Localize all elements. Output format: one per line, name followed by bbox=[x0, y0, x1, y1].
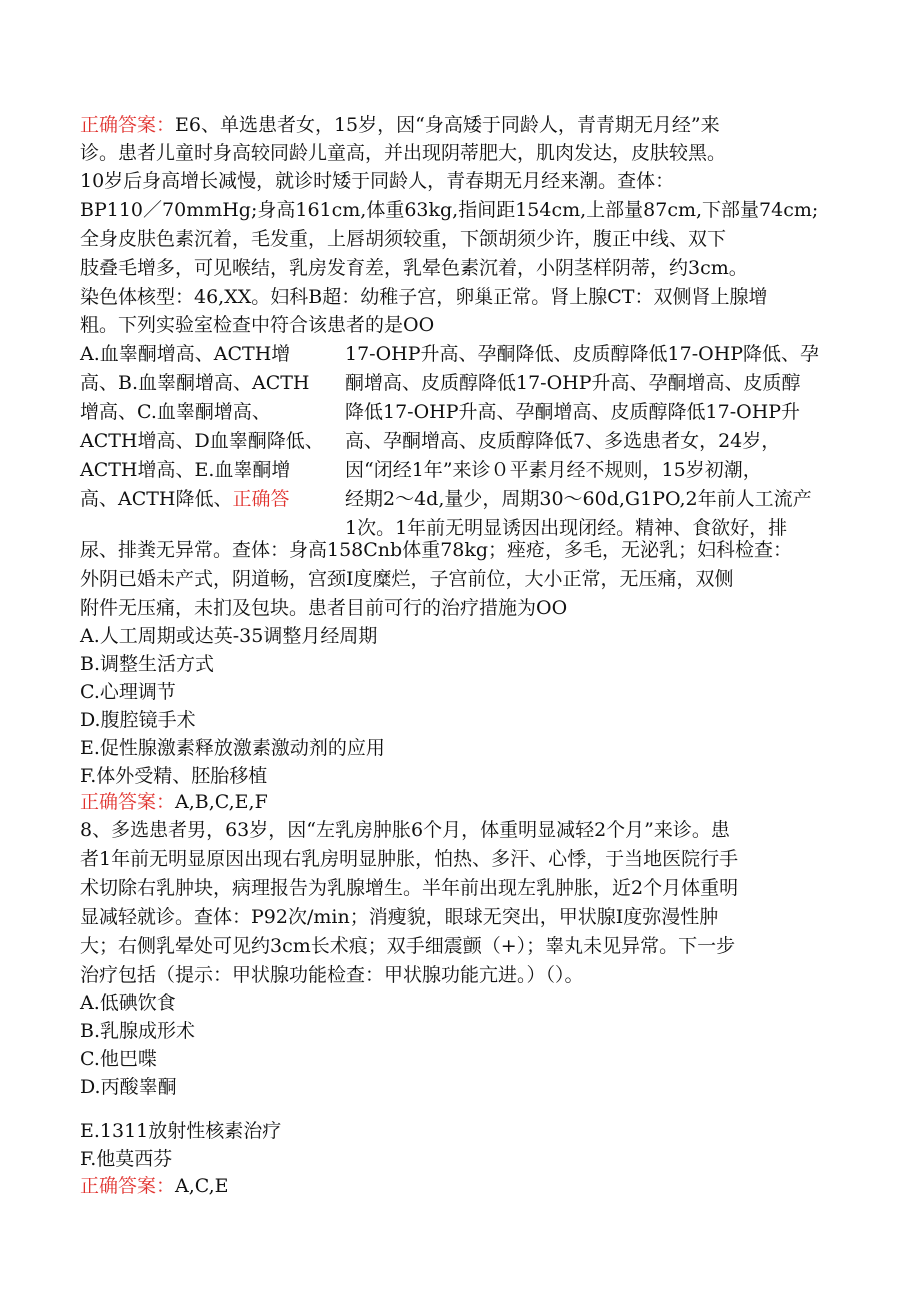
q6-q7-continuation-column bbox=[345, 340, 845, 543]
q8-option-e: E.1311放射性核素治疗 bbox=[80, 1120, 282, 1142]
q7-option-e: E.促性腺激素释放激素激动剂的应用 bbox=[80, 737, 385, 759]
q6-option-line: A.血睾酮增高、ACTH增 bbox=[80, 343, 291, 365]
q6-option-line: 高、B.血睾酮增高、ACTH bbox=[80, 372, 310, 394]
q6-line-5: 全身皮肤色素沉着，毛发重，上唇胡须较重，下颌胡须少许，腹正中线、双下 bbox=[80, 228, 727, 250]
q8-line-4: 显减轻就诊。查体：P92次/min；消瘦貌，眼球无突出，甲状腺I度弥漫性肿 bbox=[80, 906, 719, 928]
answer-label: 正确答案： bbox=[80, 791, 176, 813]
q7-line-2: 外阴已婚未产式，阴道畅，宫颈I度糜烂，子宫前位，大小正常，无压痛，双侧 bbox=[80, 568, 734, 590]
q6-line-4: BP110／70mmHg;身高161cm,体重63kg,指间距154cm,上部量87cm,下部量74cm; bbox=[80, 199, 819, 221]
continuation-line: 17-OHP升高、孕酮降低、皮质醇降低17-OHP降低、孕 bbox=[345, 343, 820, 365]
continuation-line: 降低17-OHP升高、孕酮增高、皮质醇降低17-OHP升 bbox=[345, 401, 801, 423]
q6-answer-label: 正确答 bbox=[232, 488, 290, 510]
q7-option-c: C.心理调节 bbox=[80, 681, 176, 703]
q6-line-7: 染色体核型：46,XX。妇科B超：幼稚子宫，卵巢正常。肾上腺CT：双侧肾上腺增 bbox=[80, 286, 768, 308]
q8-line-1: 8、多选患者男，63岁，因“左乳房肿胀6个月，体重明显减轻2个月”来诊。患 bbox=[80, 819, 730, 841]
q8-option-d: D.丙酸睾酮 bbox=[80, 1076, 177, 1098]
answer-value: A,B,C,E,F bbox=[175, 791, 268, 813]
q8-line-2: 者1年前无明显原因出现右乳房明显肿胀，怕热、多汗、心悸，于当地医院行手 bbox=[80, 848, 739, 870]
q7-option-a: A.人工周期或达英-35调整月经周期 bbox=[80, 625, 378, 647]
q6-line-6: 肢叠毛增多，可见喉结，乳房发育差，乳晕色素沉着，小阴茎样阴蒂，约3cm。 bbox=[80, 257, 748, 279]
continuation-line: 酮增高、皮质醇降低17-OHP升高、孕酮增高、皮质醇 bbox=[345, 372, 801, 394]
continuation-line: 因“闭经1年”来诊０平素月经不规则，15岁初潮， bbox=[345, 459, 762, 481]
q8-answer bbox=[80, 1172, 229, 1200]
continuation-line: 高、孕酮增高、皮质醇降低7、多选患者女，24岁， bbox=[345, 430, 781, 452]
q6-line-1: 正确答案：E6、单选患者女，15岁，因“身高矮于同龄人，青青期无月经”来 bbox=[80, 114, 720, 136]
q8-line-5: 大；右侧乳晕处可见约3cm长术痕；双手细震颤（+）；睾丸未见异常。下一步 bbox=[80, 935, 736, 957]
continuation-line: 1次。1年前无明显诱因出现闭经。精神、食欲好，排 bbox=[345, 517, 788, 539]
q6-line-2: 诊。患者儿童时身高较同龄儿童高，并出现阴蒂肥大，肌肉发达，皮肤较黑。 bbox=[80, 142, 727, 164]
q6-option-line: ACTH增高、E.血睾酮增 bbox=[80, 459, 291, 481]
q6-line-8: 粗。下列实验室检查中符合该患者的是OO bbox=[80, 314, 435, 336]
continuation-line: 经期2～4d,量少，周期30～60d,G1PO,2年前人工流产 bbox=[345, 488, 812, 510]
prev-answer-label: 正确答案： bbox=[80, 114, 176, 136]
q7-option-f: F.体外受精、胚胎移植 bbox=[80, 765, 268, 787]
answer-label: 正确答案： bbox=[80, 1175, 176, 1197]
q6-option-line: 增高、C.血睾酮增高、 bbox=[80, 401, 271, 423]
q7-option-b: B.调整生活方式 bbox=[80, 653, 215, 675]
q7-line-3: 附件无压痛，未扪及包块。患者目前可行的治疗措施为OO bbox=[80, 597, 568, 619]
q7-line-1: 尿、排粪无异常。查体：身高158Cnb体重78kg；痤疮，多毛，无泌乳；妇科检查： bbox=[80, 539, 793, 561]
q8-option-c: C.他巴喋 bbox=[80, 1048, 157, 1070]
q7-option-d: D.腹腔镜手术 bbox=[80, 709, 196, 731]
q6-line-3: 10岁后身高增长减慢，就诊时矮于同龄人，青春期无月经来潮。查体： bbox=[80, 170, 675, 192]
q8-line-3: 术切除右乳肿块，病理报告为乳腺增生。半年前出现左乳肿胀，近2个月体重明 bbox=[80, 877, 739, 899]
q6-option-line: 高、ACTH降低、正确答 bbox=[80, 488, 290, 510]
q8-option-b: B.乳腺成形术 bbox=[80, 1020, 196, 1042]
q8-line-6: 治疗包括（提示：甲状腺功能检查：甲状腺功能亢进。）（）。 bbox=[80, 964, 584, 986]
q8-option-a: A.低碘饮食 bbox=[80, 992, 176, 1014]
q6-option-line: ACTH增高、D血睾酮降低、 bbox=[80, 430, 324, 452]
q6-options-column bbox=[80, 340, 330, 514]
q7-answer bbox=[80, 788, 268, 816]
q8-option-f: F.他莫西芬 bbox=[80, 1148, 173, 1170]
answer-value: A,C,E bbox=[175, 1175, 229, 1197]
